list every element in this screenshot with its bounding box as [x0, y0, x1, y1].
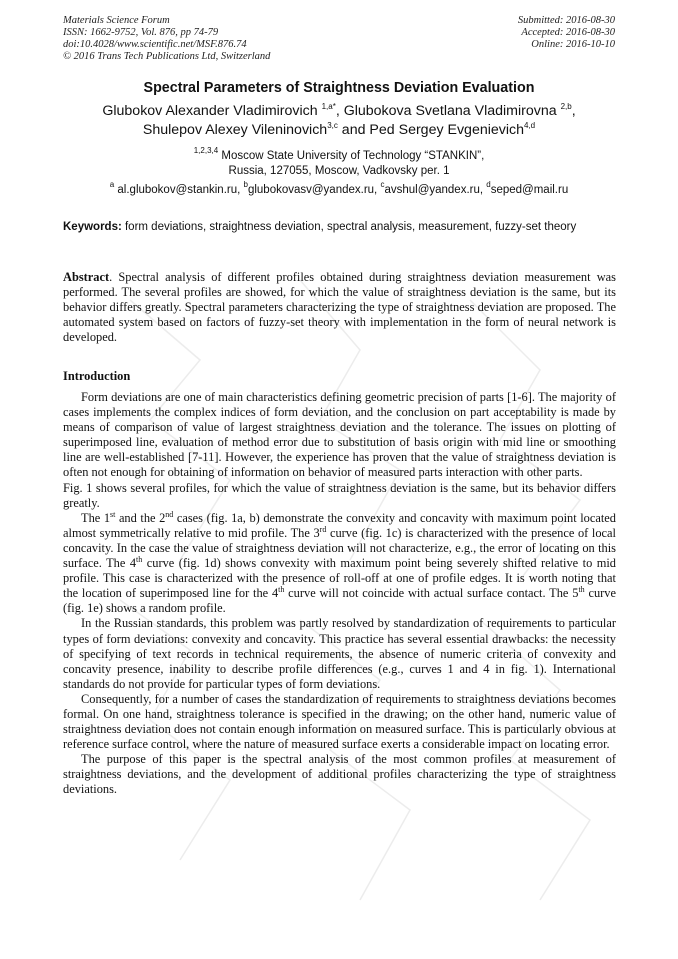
email-sup: b [243, 180, 248, 189]
affiliation-sup: 1,2,3,4 [193, 146, 219, 155]
paper-title: Spectral Parameters of Straightness Deviation Evaluation [143, 80, 535, 96]
abstract-block [63, 270, 616, 345]
email-list [40, 180, 638, 196]
email-address: al.glubokov@stankin.ru, [114, 184, 244, 196]
introduction-body [63, 390, 616, 798]
accepted-date: Accepted: 2016-08-30 [521, 27, 615, 38]
abstract-text: . Spectral analysis of different profiles obtained during straightness deviation measurement was performed. The several profiles are showed, for which the value of straightness deviation is the same, but its behavior differs greatly. Spectral parameters characterizing the type of straightness deviation are proposed. The automated system based on factors of fuzzy-set theory with implementation in the form of neural network is developed. [63, 270, 616, 344]
affiliation [40, 146, 638, 179]
author-affil-sup: 4,d [524, 121, 536, 130]
section-heading: Introduction [63, 369, 131, 383]
email-sup: c [380, 180, 385, 189]
email-address: seped@mail.ru [490, 184, 569, 196]
affiliation-address: Russia, 127055, Moscow, Vadkovsky per. 1 [228, 165, 450, 177]
author-affil-sup: 1,a* [321, 102, 336, 111]
paragraph: The 1st and the 2nd cases (fig. 1a, b) demonstrate the convexity and concavity with maximum point located almost symmetrically relative to mid profile. The 3rd curve (fig. 1c) is characterized with the presence of local concavity. In the case the value of straightness deviation will not characterize, e.g., the error of locating on this surface. The 4th curve (fig. 1d) shows convexity with maximum point being severely shifted relative to mid profile. This case is characterized with the presence of roll-off at one of profile edges. It is worth noting that the location of superimposed line for the 4th curve will not coincide with actual surface contact. The 5th curve (fig. 1e) shows a random profile. [63, 509, 617, 616]
email-sup: d [486, 180, 491, 189]
abstract-label: Abstract [63, 270, 110, 284]
author-name: Glubokov Alexander Vladimirovich [102, 103, 322, 119]
paragraph: Fig. 1 shows several profiles, for which the value of straightness deviation is the same, but its behavior differs greatly. [63, 480, 616, 510]
journal-info [63, 15, 270, 63]
email-sup: a [109, 180, 115, 189]
author-separator: , [571, 103, 576, 119]
email-address: avshul@yandex.ru, [384, 184, 487, 196]
author-affil-sup: 2,b [560, 102, 572, 111]
keywords-label: Keywords: [63, 221, 122, 233]
keywords-block [63, 220, 616, 234]
author-name: and Ped Sergey Evgenievich [337, 122, 524, 138]
issn-line: ISSN: 1662-9752, Vol. 876, pp 74-79 [63, 27, 219, 38]
journal-name: Materials Science Forum [63, 15, 170, 26]
author-affil-sup: 3,c [327, 121, 338, 130]
doi-line: doi:10.4028/www.scientific.net/MSF.876.74 [63, 39, 247, 50]
paragraph: Consequently, for a number of cases the standardization of requirements to straightness deviations becomes formal. On one hand, straightness tolerance is specified in the drawing; on the other hand, numeric value of straightness deviation does not contain enough information on measured surface. This is particularly obvious at reference surface control, where the nature of measured surface exerts a considerable impact on locating error. [63, 691, 616, 752]
copyright-line: © 2016 Trans Tech Publications Ltd, Switzerland [63, 51, 271, 62]
online-date: Online: 2016-10-10 [531, 39, 615, 50]
paragraph: In the Russian standards, this problem was partly resolved by standardization of requirements to particular types of form deviations: convexity and concavity. This practice has several essential drawbacks: the necessity of specifying of text records in technical requirements, the absence of numeric criteria of convexity and concavity presence, inability to describe profile differences (e.g., curves 1 and 4 in fig. 1). International standards do not provide for particular types of form deviations. [63, 616, 616, 691]
keywords-text: form deviations, straightness deviation, spectral analysis, measurement, fuzzy-set theory [121, 221, 577, 233]
affiliation-line: Moscow State University of Technology “STANKIN”, [218, 150, 485, 162]
author-name: Shulepov Alexey Vileninovich [142, 122, 328, 138]
paragraph: Form deviations are one of main characteristics defining geometric precision of parts [1-6]. The majority of cases implements the complex indices of form deviation, and the conclusion on part acceptability is made by means of comparison of value of largest straightness deviation and the tolerance. The issues on plotting of superimposed line, evaluation of method error due to substitution of basis origin with mid line or smoothing line are well-established [7-11]. However, the experience has proven that the value of straightness deviation is often not enough for obtaining of information on behavior of measured parts interaction with other parts. [63, 390, 616, 480]
author-name: , Glubokova Svetlana Vladimirovna [335, 103, 561, 119]
paragraph: The purpose of this paper is the spectral analysis of the most common profiles at measurement of straightness deviations, and the development of additional profiles characterizing the type of straightness deviations. [63, 752, 616, 797]
author-list [40, 102, 638, 140]
email-address: glubokovasv@yandex.ru, [247, 184, 381, 196]
dates-info [518, 15, 615, 51]
submitted-date: Submitted: 2016-08-30 [517, 15, 615, 26]
